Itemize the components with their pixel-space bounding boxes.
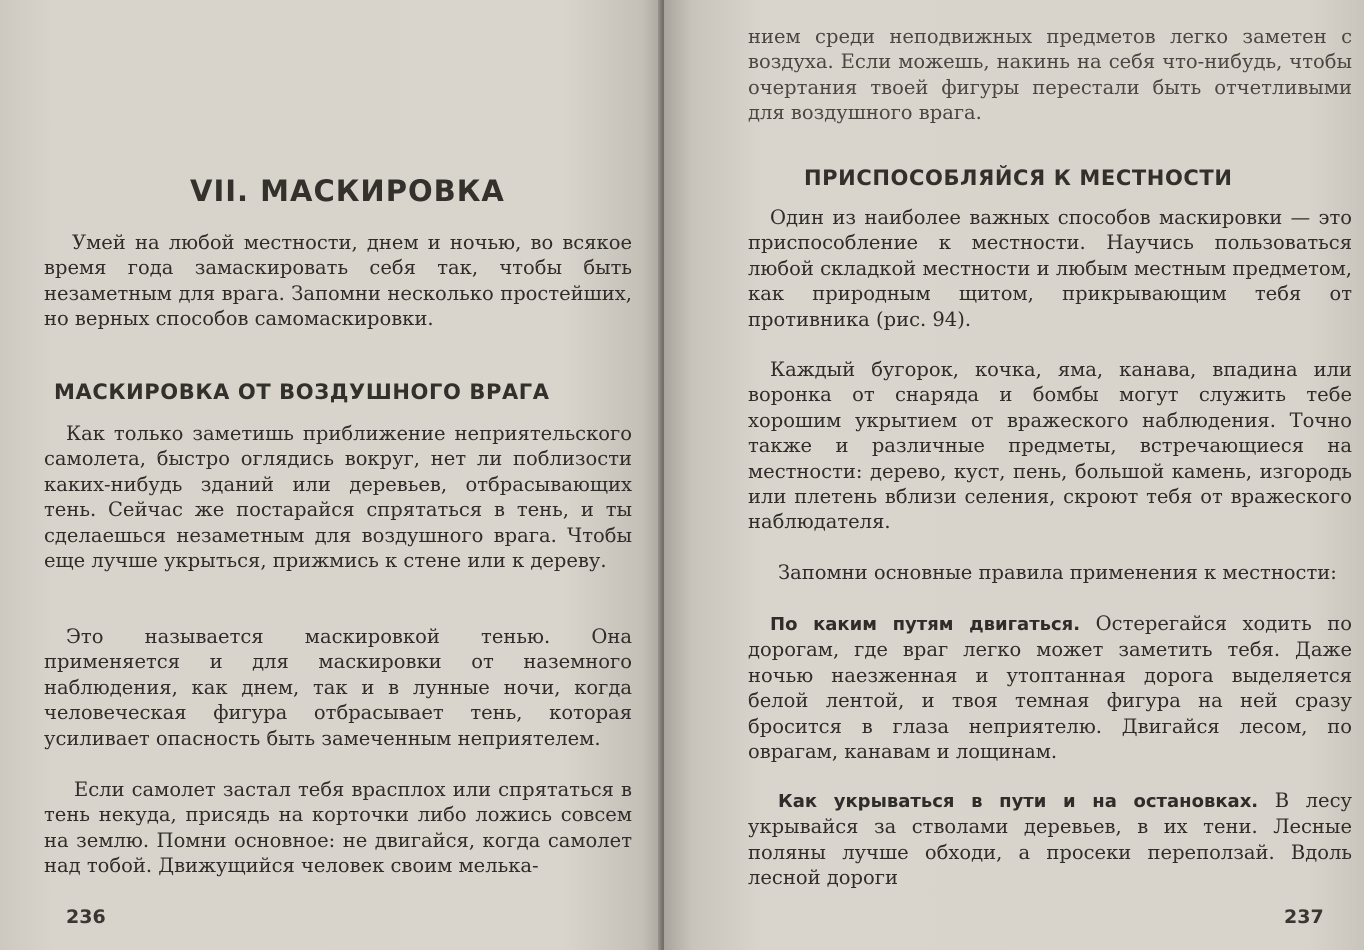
paragraph-cover-objects: Каждый бугорок, кочка, яма, канава, впадина или воронка от снаряда и бомбы могут служить тебе хорошим укрытием от вражеского наблюдения. Точно также и различные предметы, встречающиеся на местности: дерево, куст, пень, большой камень, изгородь или плетень вблизи селения, скроют тебя от вражеского наблюдателя. [748,358,1352,534]
paragraph-shadow-camouflage: Это называется маскировкой тенью. Она применяется и для маскировки от наземного наблюдения, как днем, так и в лунные ночи, когда человеческая фигура отбрасывает тень, которая усиливает опасность быть замеченным неприятелем. [44,625,632,750]
section-heading-air-enemy: МАСКИРОВКА ОТ ВОЗДУШНОГО ВРАГА [54,380,550,404]
intro-paragraph: Умей на любой местности, днем и ночью, во всякое время года замаскировать себя так, чтобы быть незаметным для врага. Запомни несколько простейших, но верных способов самомаскировки. [44,231,632,331]
section-heading-terrain: ПРИСПОСОБЛЯЙСЯ К МЕСТНОСТИ [804,166,1233,190]
continuation-paragraph: нием среди неподвижных предметов легко заметен с воздуха. Если можешь, накинь на себя что-нибудь, чтобы очертания твоей фигуры перестали быть отчетливыми для воздушного врага. [748,25,1352,125]
right-page [664,0,1364,950]
rule-cover-heading: Как укрываться в пути и на остановках. [778,791,1259,812]
paragraph-surprise-aircraft: Если самолет застал тебя врасплох или спрятаться в тень некуда, присядь на корточки либо ложись совсем на землю. Помни основное: не двигайся, когда самолет над тобой. Движущийся человек своим мелька- [44,778,632,878]
paragraph-rules-intro: Запомни основные правила применения к местности: [778,561,1337,584]
chapter-title: VII. МАСКИРОВКА [190,174,505,208]
left-page [0,0,662,950]
rule-cover-paragraph [748,788,1352,891]
paragraph-shadow-hiding: Как только заметишь приближение неприятельского самолета, быстро оглядись вокруг, нет ли поблизости каких-нибудь зданий или деревьев, отбрасывающих тень. Сейчас же постарайся спрятаться в тень, и ты сделаешься незаметным для воздушного врага. Чтобы еще лучше укрыться, прижмись к стене или к дереву. [44,422,632,573]
rule-paths-heading: По каким путям двигаться. [770,614,1081,635]
page-number-right: 237 [1284,906,1324,928]
rule-cover-text: В лесу укрывайся за стволами деревьев, в их тени. Лесные поляны лучше обходи, а просеки переползай. Вдоль лесной дороги [748,789,1352,890]
page-number-left: 236 [66,906,106,928]
rule-paths-text: Остерегайся ходить по дорогам, где враг легко может заметить тебя. Даже ночью наезженная и утоптанная дорога выделяется белой лентой, и твоя темная фигура на ней сразу бросится в глаза неприятелю. Двигайся лесом, по оврагам, канавам и лощинам. [748,612,1353,764]
paragraph-terrain-adaptation: Один из наиболее важных способов маскировки — это приспособление к местности. Научись пользоваться любой складкой местности и любым местным предметом, как природным щитом, прикрывающим тебя от противника (рис. 94). [748,206,1352,331]
rule-paths-paragraph [748,611,1352,764]
